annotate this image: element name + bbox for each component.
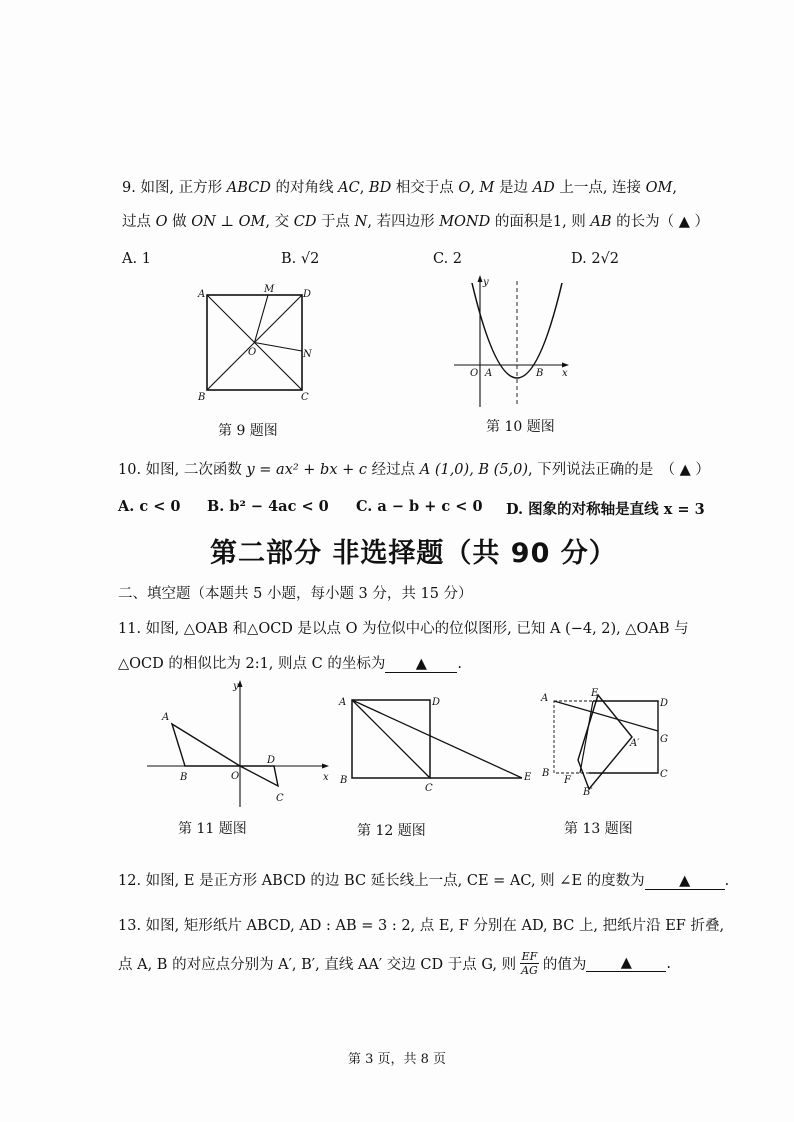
figure-11	[145, 677, 340, 812]
q13-line1: 13. 如图, 矩形纸片 ABCD, AD : AB = 3 : 2, 点 E, F 分别在 AD, BC 上, 把纸片沿 EF 折叠,	[118, 918, 725, 934]
q11-line2: △OCD 的相似比为 2:1, 则点 C 的坐标为 ▲ .	[118, 656, 462, 672]
figure-10	[450, 273, 575, 413]
q10-option-b: B. b² − 4ac < 0	[207, 498, 329, 515]
q9-line1: 9. 如图, 正方形 ABCD 的对角线 AC, BD 相交于点 O, M 是边 AD 上一点, 连接 OM,	[122, 180, 677, 196]
fig12-label-d: D	[432, 697, 441, 708]
fig13-label-a-prime: A′	[630, 738, 640, 749]
q13-fraction: EF AG	[521, 950, 538, 977]
figure-9	[195, 283, 320, 408]
fig10-label-b: B	[536, 368, 544, 379]
fig9-label-m: M	[264, 284, 275, 295]
fig13-label-d: D	[660, 698, 669, 709]
fig12-label-a: A	[339, 697, 347, 708]
fig10-label-x: x	[562, 368, 568, 379]
fig13-label-e: E	[591, 688, 599, 699]
fig13-label-g: G	[660, 734, 668, 745]
figure-11-caption: 第 11 题图	[178, 821, 247, 837]
q9-line2: 过点 O 做 ON ⊥ OM, 交 CD 于点 N, 若四边形 MOND 的面积是1, 则 AB 的长为（ ▲ ）	[122, 214, 710, 230]
fig9-label-b: B	[198, 392, 206, 403]
figure-12	[335, 690, 535, 800]
fig11-label-a: A	[162, 712, 170, 723]
q11-answer-blank: ▲	[385, 656, 457, 673]
fig11-label-y: y	[233, 681, 239, 692]
fig12-label-b: B	[340, 775, 348, 786]
q13-answer-blank: ▲	[586, 955, 666, 972]
fig9-label-o: O	[248, 347, 257, 358]
q10-option-c: C. a − b + c < 0	[356, 498, 483, 515]
q10-option-a: A. c < 0	[118, 498, 181, 515]
q9-option-a: A. 1	[122, 251, 151, 267]
fig11-label-x: x	[323, 772, 329, 783]
fig13-label-a: A	[541, 693, 549, 704]
fig9-label-c: C	[301, 392, 309, 403]
section-title: 第二部分 非选择题（共 90 分）	[210, 538, 617, 569]
q10-option-d: D. 图象的对称轴是直线 x = 3	[506, 501, 705, 518]
page-footer: 第 3 页，共 8 页	[347, 1052, 447, 1067]
fig10-label-y: y	[483, 277, 489, 288]
fig9-label-d: D	[303, 289, 312, 300]
fig11-label-d: D	[267, 755, 276, 766]
figure-13-caption: 第 13 题图	[564, 821, 633, 837]
q10-stem: 10. 如图, 二次函数 y = ax² + bx + c 经过点 A (1,0), B (5,0), 下列说法正确的是 （ ▲ ）	[118, 462, 710, 478]
fig13-label-f: F	[564, 775, 571, 786]
fig13-label-c: C	[660, 769, 668, 780]
figure-13	[535, 683, 685, 803]
fig13-label-b-prime: B′	[583, 787, 593, 798]
fig12-label-c: C	[425, 783, 433, 794]
fig10-label-a: A	[485, 368, 493, 379]
q9-option-d: D. 2√2	[571, 251, 620, 267]
figure-10-caption: 第 10 题图	[486, 419, 555, 435]
fig11-label-o: O	[231, 771, 240, 782]
q12-answer-blank: ▲	[645, 873, 725, 890]
figure-9-caption: 第 9 题图	[218, 423, 278, 439]
fig12-label-e: E	[524, 772, 532, 783]
fig9-label-n: N	[303, 349, 312, 360]
fig11-label-b: B	[180, 772, 188, 783]
fig11-label-c: C	[276, 793, 284, 804]
q11-line1: 11. 如图, △OAB 和△OCD 是以点 O 为位似中心的位似图形, 已知 A (−4, 2), △OAB 与	[118, 621, 689, 637]
q12-stem: 12. 如图, E 是正方形 ABCD 的边 BC 延长线上一点, CE = AC, 则 ∠E 的度数为 ▲ .	[118, 873, 730, 889]
q9-option-c: C. 2	[433, 251, 463, 267]
q9-option-b: B. √2	[281, 251, 320, 267]
figure-12-caption: 第 12 题图	[357, 823, 426, 839]
fig9-label-a: A	[198, 289, 206, 300]
fill-in-heading: 二、填空题（本题共 5 小题，每小题 3 分，共 15 分）	[118, 586, 473, 602]
q13-line2: 点 A, B 的对应点分别为 A′, B′, 直线 AA′ 交边 CD 于点 G, 则 EF AG 的值为 ▲ .	[118, 950, 671, 977]
fig10-label-o: O	[470, 368, 479, 379]
fig13-label-b: B	[542, 768, 550, 779]
